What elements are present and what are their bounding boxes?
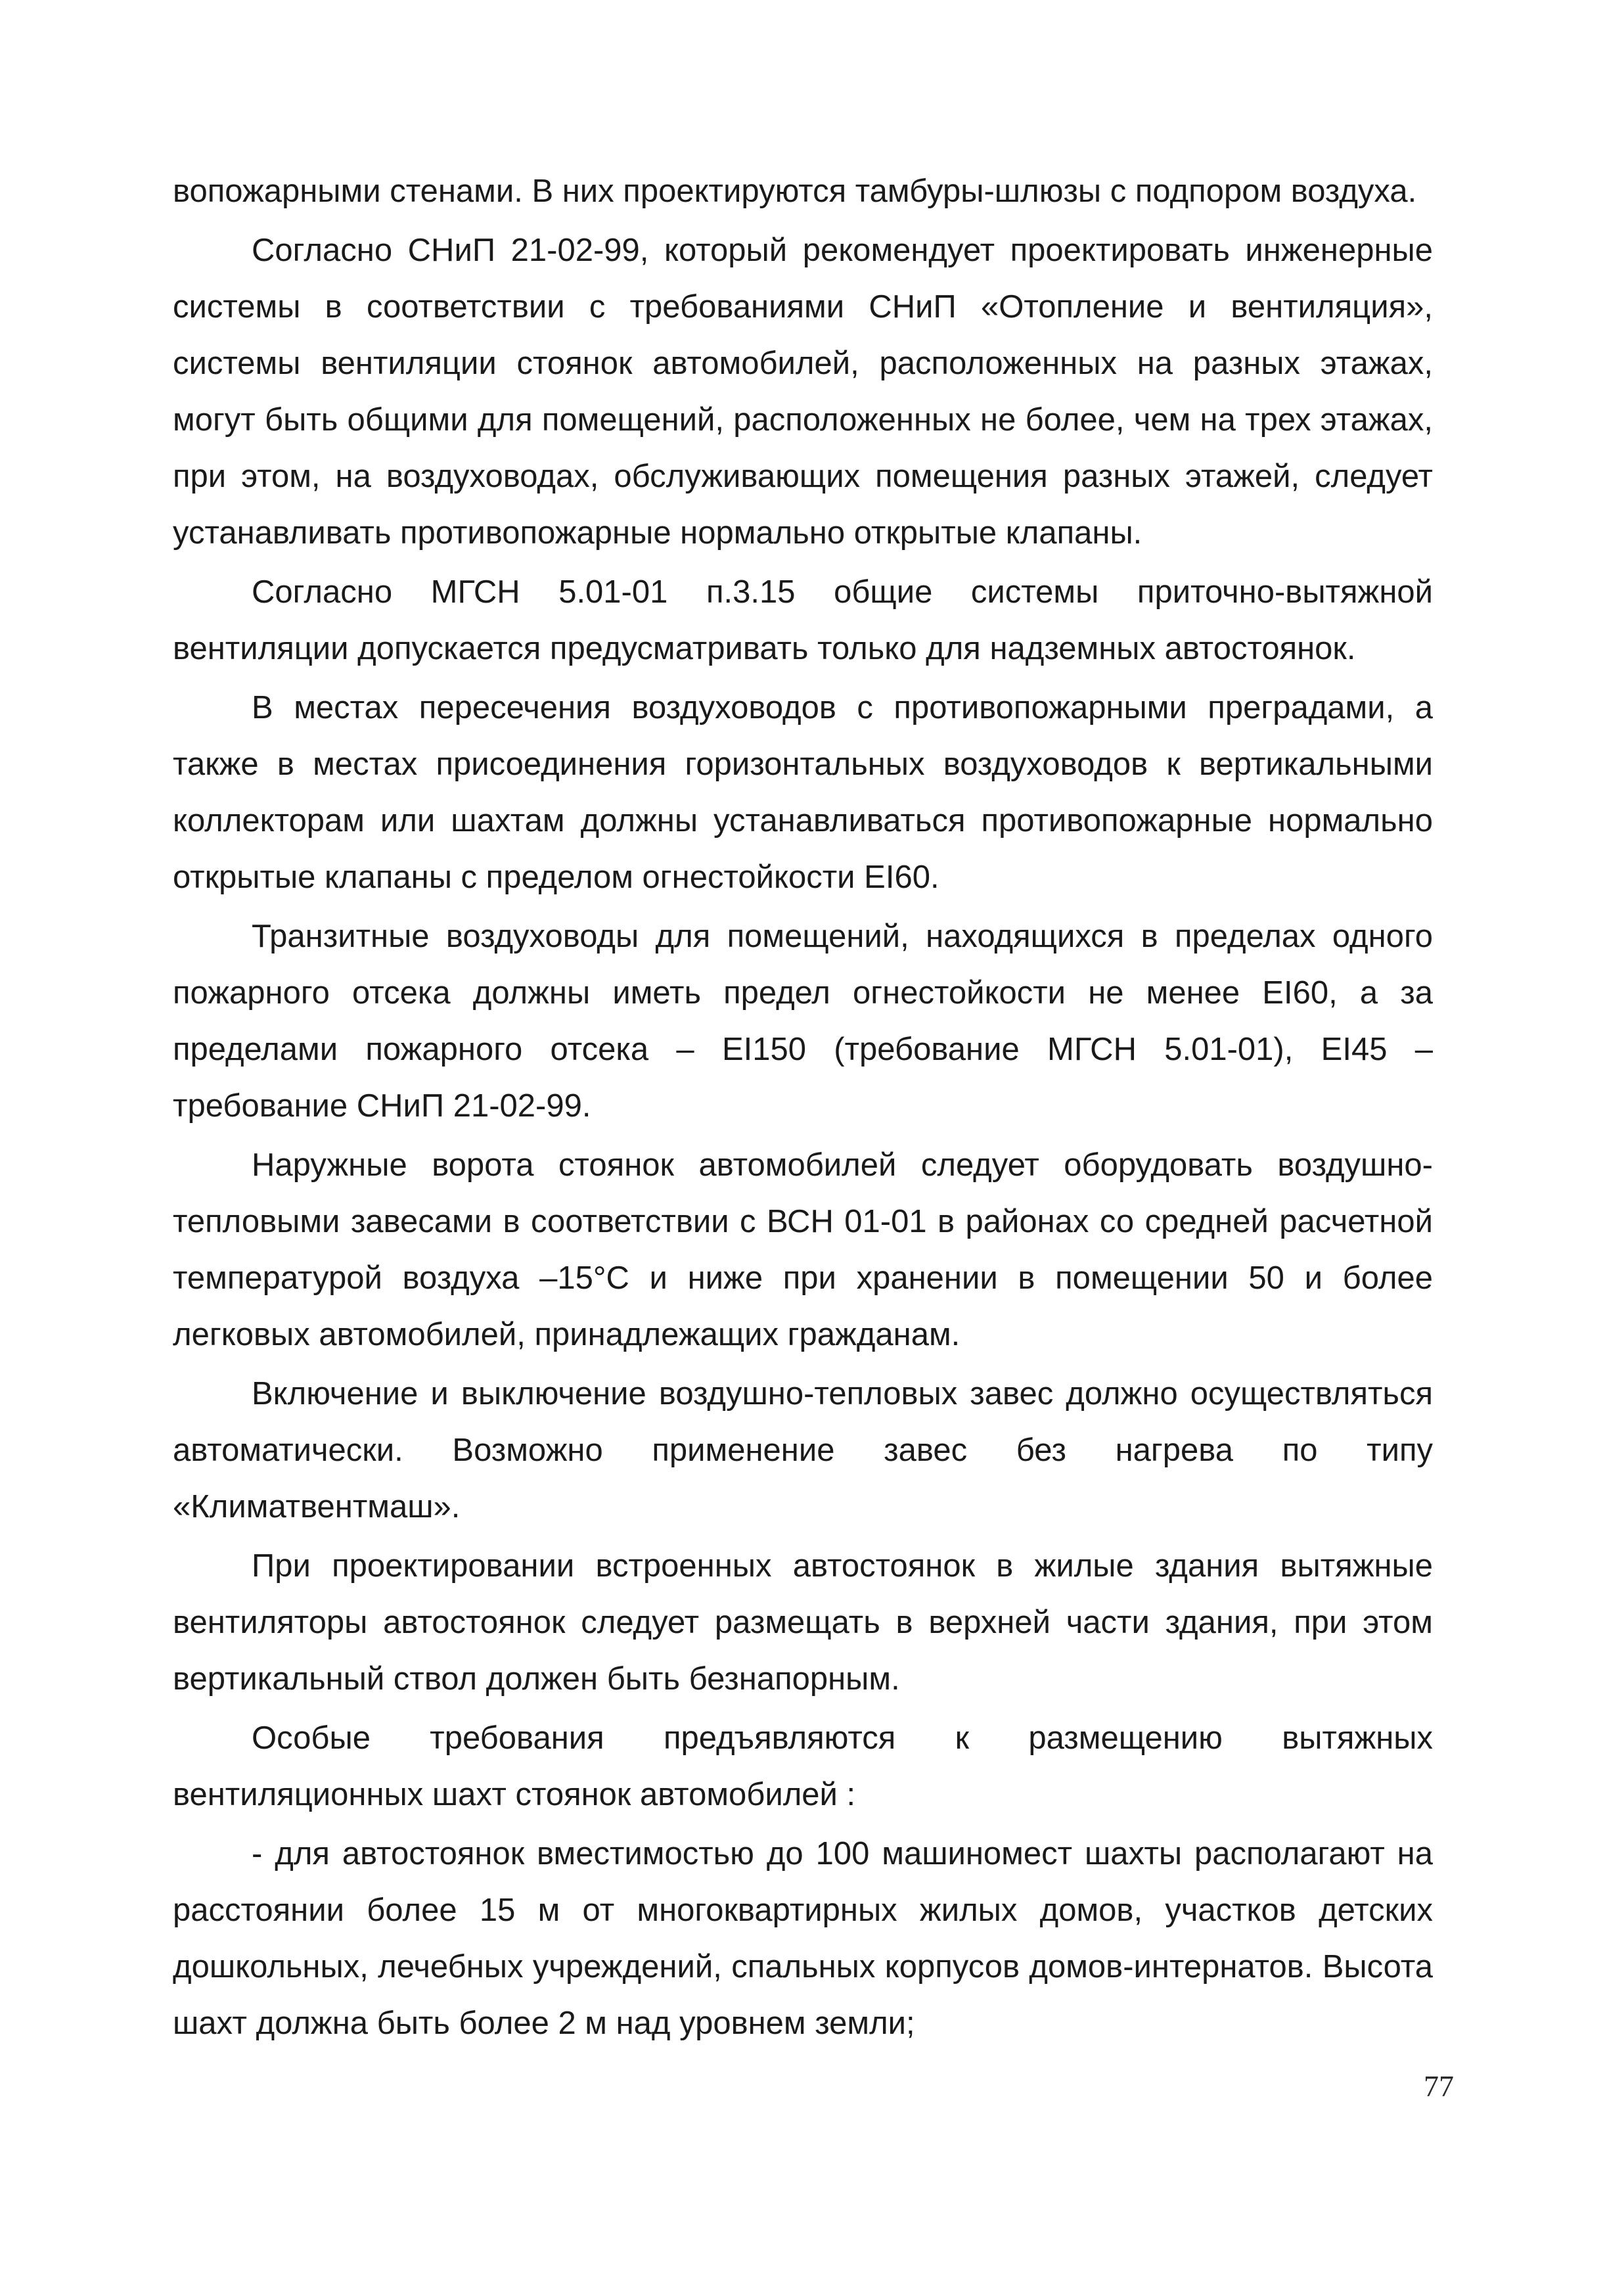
paragraph-fire-dampers: В местах пересечения воздуховодов с противопожарными преградами, а также в местах присоединения горизонтальных воздуховодов к вертикальными коллекторам или шахтам должны устанавливаться противопожарные нормально открытые клапаны с пределом огнестойкости EI60.: [173, 690, 1433, 895]
page-number: 77: [1424, 2069, 1454, 2103]
paragraph-exhaust-fans: При проектировании встроенных автостоянок в жилые здания вытяжные вентиляторы автостоянок следует размещать в верхней части здания, при этом вертикальный ствол должен быть безнапорным.: [173, 1548, 1433, 1697]
paragraph-snip-ventilation: Согласно СНиП 21-02-99, который рекомендует проектировать инженерные системы в соответствии с требованиями СНиП «Отопление и вентиляция», системы вентиляции стоянок автомобилей, расположенных на разных этажах, могут быть общими для помещений, расположенных не более, чем на трех этажах, при этом, на воздуховодах, обслуживающих помещения разных этажей, следует устанавливать противопожарные нормально открытые клапаны.: [173, 233, 1433, 551]
paragraph-mgsn-315: Согласно МГСН 5.01-01 п.3.15 общие системы приточно-вытяжной вентиляции допускается предусматривать только для надземных автостоянок.: [173, 574, 1433, 666]
paragraph-continuation: вопожарными стенами. В них проектируются тамбуры-шлюзы с подпором воздуха.: [173, 173, 1417, 209]
body-text: [173, 163, 1433, 2054]
paragraph-air-curtains: Наружные ворота стоянок автомобилей следует оборудовать воздушно-тепловыми завесами в соответствии с ВСН 01-01 в районах со средней расчетной температурой воздуха –15°С и ниже при хранении в помещении 50 и более легковых автомобилей, принадлежащих гражданам.: [173, 1147, 1433, 1352]
paragraph-curtain-control: Включение и выключение воздушно-тепловых завес должно осуществляться автоматически. Возможно применение завес без нагрева по типу «Климатвентмаш».: [173, 1376, 1433, 1525]
paragraph-transit-ducts: Транзитные воздуховоды для помещений, находящихся в пределах одного пожарного отсека должны иметь предел огнестойкости не менее EI60, а за пределами пожарного отсека – EI150 (требование МГСН 5.01-01), EI45 – требование СНиП 21-02-99.: [173, 919, 1433, 1124]
paragraph-shaft-requirements: Особые требования предъявляются к размещению вытяжных вентиляционных шахт стоянок автомобилей :: [173, 1720, 1433, 1812]
paragraph-shaft-100-spaces: - для автостоянок вместимостью до 100 машиномест шахты располагают на расстоянии более 15 м от многоквартирных жилых домов, участков детских дошкольных, лечебных учреждений, спальных корпусов домов-интернатов. Высота шахт должна быть более 2 м над уровнем земли;: [173, 1836, 1433, 2041]
